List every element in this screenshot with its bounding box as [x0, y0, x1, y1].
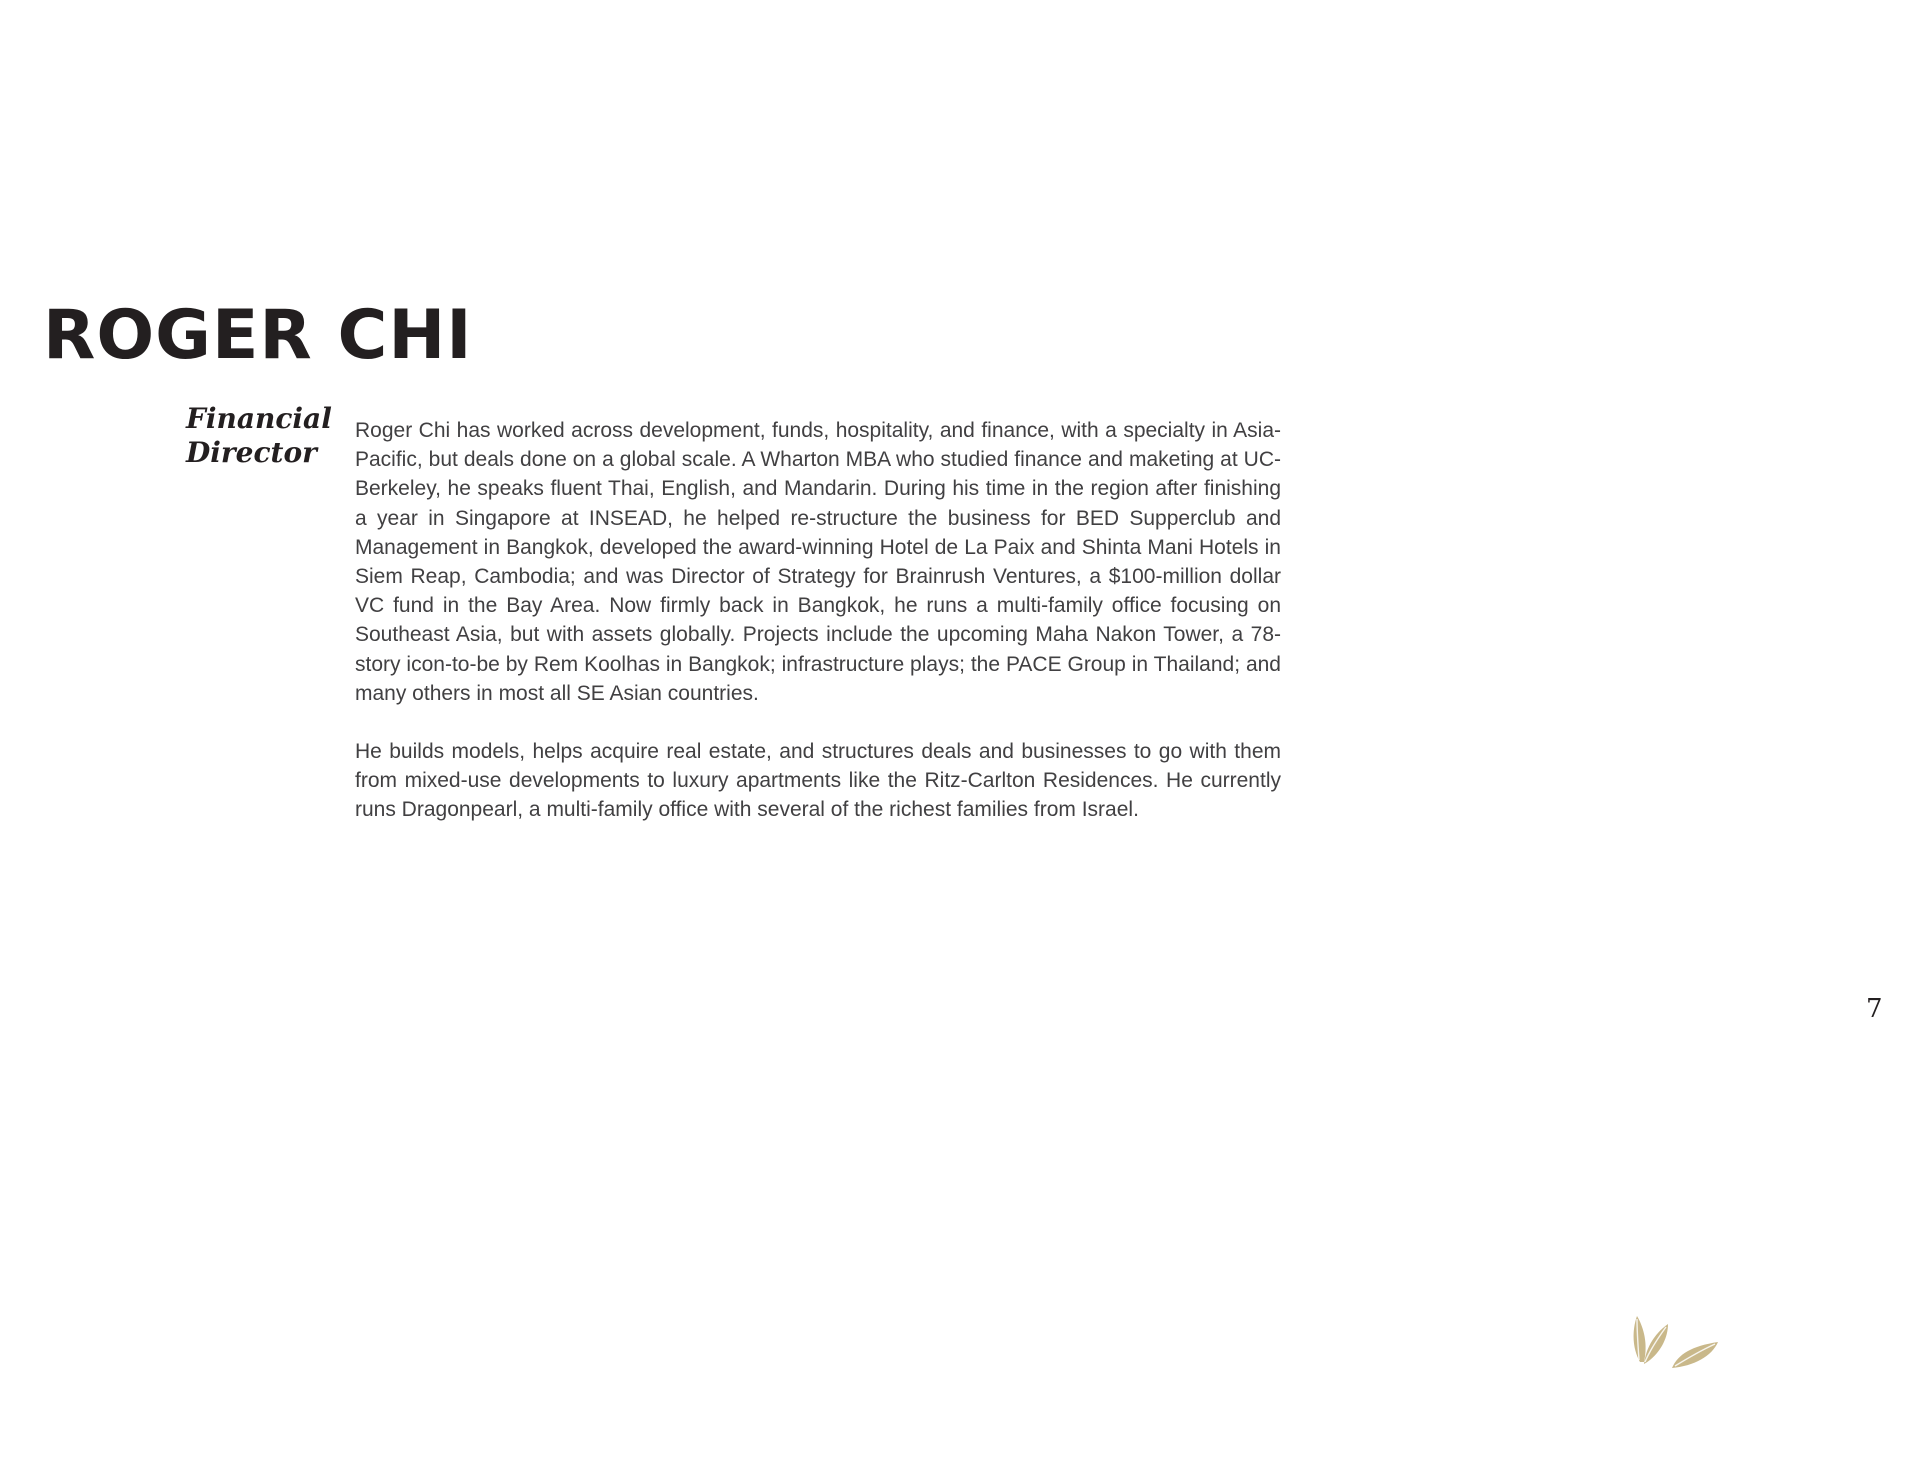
leaf-ornament-icon	[1628, 1310, 1720, 1372]
biography	[355, 416, 1281, 854]
page-number: 7	[1866, 994, 1883, 1024]
job-title-line-2: Director	[186, 436, 317, 469]
bio-paragraph-1: Roger Chi has worked across development, funds, hospitality, and finance, with a specialty in Asia-Pacific, but deals done on a global scale. A Wharton MBA who studied finance and maketing at UC-Berkeley, he speaks fluent Thai, English, and Mandarin. During his time in the region after finishing a year in Singapore at INSEAD, he helped re-structure the business for BED Supperclub and Management in Bangkok, developed the award-winning Hotel de La Paix and Shinta Mani Hotels in Siem Reap, Cambodia; and was Director of Strategy for Brainrush Ventures, a $100-million dollar VC fund in the Bay Area. Now firmly back in Bangkok, he runs a multi-family office focusing on Southeast Asia, but with assets globally. Projects include the upcoming Maha Nakon Tower, a 78-story icon-to-be by Rem Koolhas in Bangkok; infrastructure plays; the PACE Group in Thailand; and many others in most all SE Asian countries.	[355, 419, 1281, 705]
bio-paragraph-2: He builds models, helps acquire real estate, and structures deals and businesses to go with them from mixed-use developments to luxury apartments like the Ritz-Carlton Residences. He currently runs Dragonpearl, a multi-family office with several of the richest families from Israel.	[355, 740, 1281, 822]
job-title-line-1: Financial	[186, 402, 332, 435]
job-title	[186, 402, 336, 470]
person-name: ROGER CHI	[43, 296, 473, 375]
